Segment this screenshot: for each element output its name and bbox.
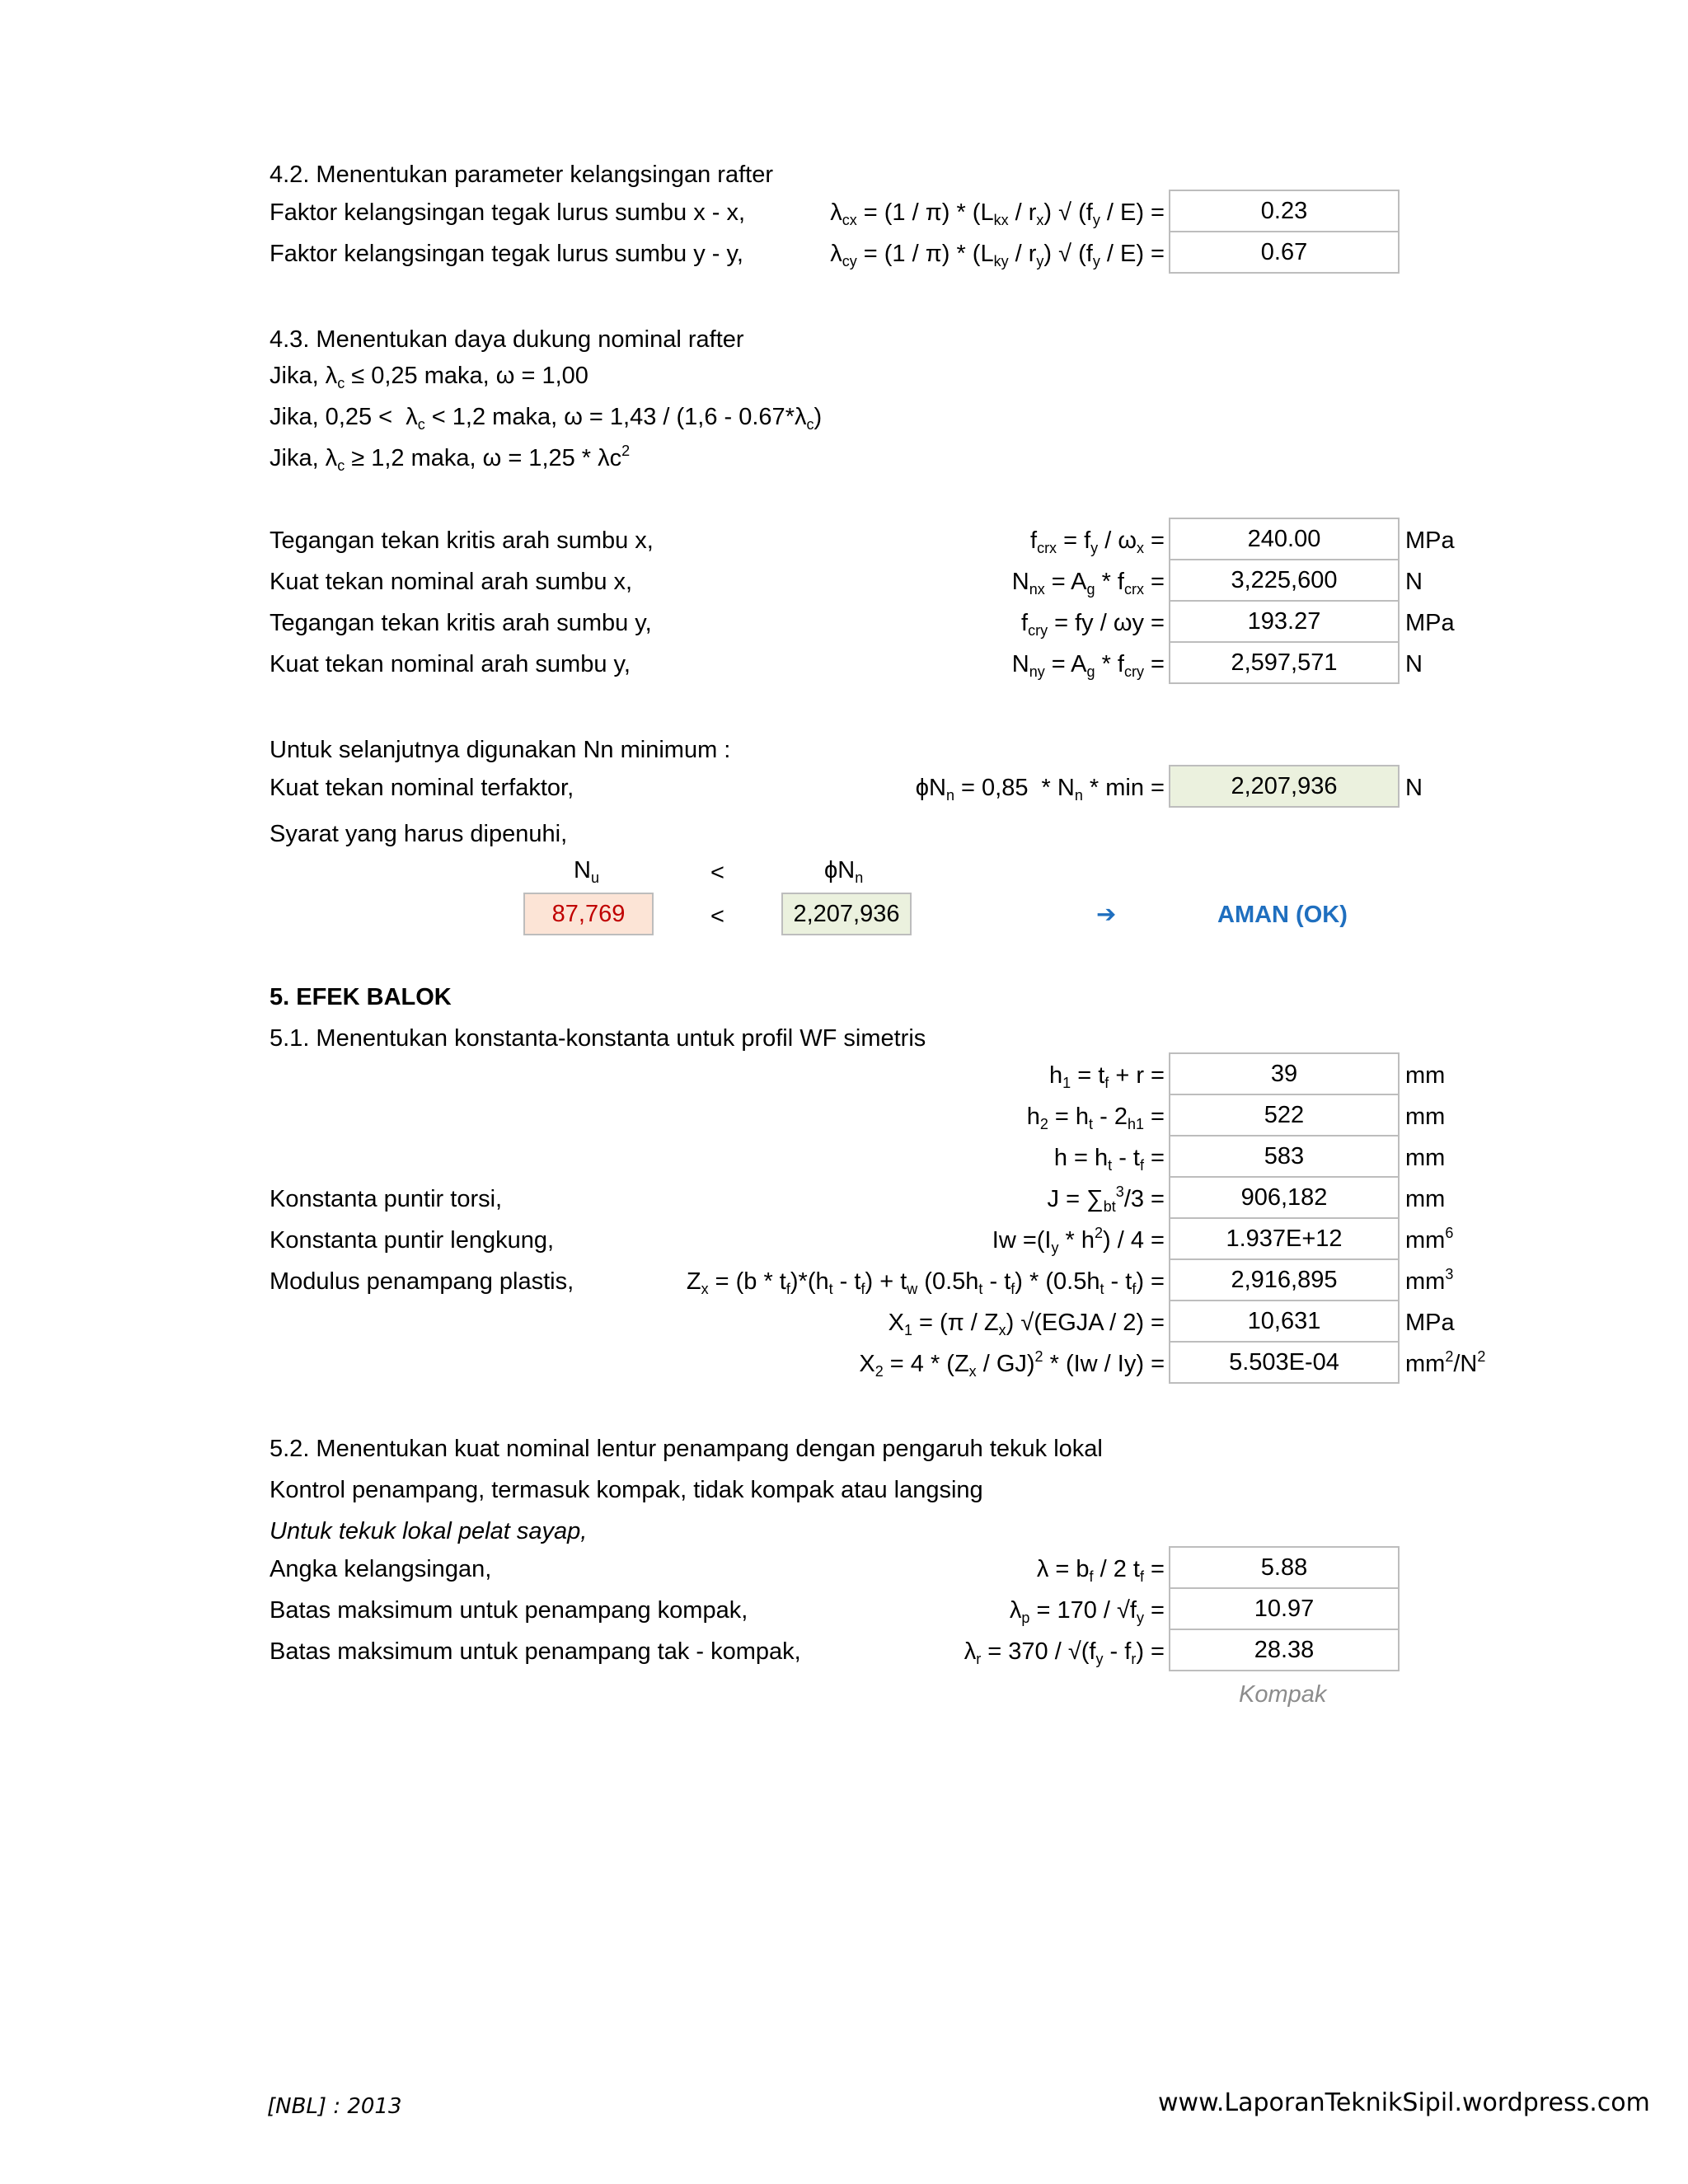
- arrow-right-icon: ➔: [1096, 902, 1117, 928]
- condition-2: Jika, $0,25 < \lambda_c < 1,2$ maka, $\omega = 1,43 / (1,6 - 0.67*\lambda_c)$: [270, 404, 823, 433]
- condition-1: Jika, $\lambda_c \le 0,25$ maka, ω = 1,00: [270, 363, 588, 391]
- terfaktor-formula: $\phi N_n = 0,85 * N_n * \min$ =: [915, 775, 1165, 804]
- nnx-formula: $N_{nx} = A_g * f_{crx}$ =: [1011, 569, 1165, 598]
- lambda-value: 5.88: [1169, 1546, 1400, 1589]
- x1-formula: $X_1 = (\pi / Z_x)$ √(EGJA / 2) =: [888, 1310, 1165, 1338]
- section-status: Kompak: [1239, 1681, 1327, 1708]
- x1-unit: MPa: [1405, 1310, 1455, 1336]
- nny-label: Kuat tekan nominal arah sumbu y,: [270, 651, 631, 677]
- h-unit: mm: [1405, 1145, 1446, 1171]
- h1-formula: $h_1 = t_f + r$ =: [1049, 1062, 1165, 1091]
- warping-label: Konstanta puntir lengkung,: [270, 1227, 555, 1254]
- lambda-formula: $\lambda = b_f / 2$ $t_f$ =: [1036, 1556, 1165, 1585]
- nnx-value: 3,225,600: [1169, 559, 1400, 602]
- section-4-2-title: 4.2. Menentukan parameter kelangsingan rafter: [270, 162, 773, 188]
- h1-unit: mm: [1405, 1062, 1446, 1089]
- nnx-unit: N: [1405, 569, 1423, 595]
- slenderness-y-value: 0.67: [1169, 231, 1400, 274]
- plastic-modulus-label: Modulus penampang plastis,: [270, 1268, 574, 1295]
- fcry-formula: $f_{cry}$ = fy / ωy =: [1021, 610, 1165, 639]
- min-note: Untuk selanjutnya digunakan Nn minimum :: [270, 737, 731, 763]
- phin-value: 2,207,936: [781, 893, 912, 935]
- x2-unit: $mm^2/N^2$: [1405, 1348, 1486, 1377]
- h1-value: 39: [1169, 1052, 1400, 1095]
- nny-formula: $N_{ny} = A_g * f_{cry}$ =: [1011, 651, 1165, 680]
- slenderness-y-formula: $\lambda_{cy} = (1 / \pi) * (L_{ky} / r_y)$ √ $(f_y / E)$ =: [830, 241, 1165, 269]
- torsion-label: Konstanta puntir torsi,: [270, 1186, 503, 1212]
- plastic-modulus-formula: $Z_x = (b * t_f)*(h_t - t_f) + t_w$ $(0.5h_t - t_f) * (0.5h_t - t_f)$ =: [686, 1268, 1165, 1297]
- terfaktor-label: Kuat tekan nominal terfaktor,: [270, 775, 574, 801]
- nu-value: 87,769: [523, 893, 654, 935]
- terfaktor-value: 2,207,936: [1169, 765, 1400, 808]
- section-5-2-line3: Untuk tekuk lokal pelat sayap,: [270, 1518, 588, 1544]
- fcrx-unit: MPa: [1405, 527, 1455, 554]
- syarat-label: Syarat yang harus dipenuhi,: [270, 821, 568, 847]
- phin-header: $\phi N_n$: [824, 857, 864, 886]
- lambda-p-value: 10.97: [1169, 1587, 1400, 1630]
- lt-header: <: [710, 860, 724, 886]
- slenderness-y-label: Faktor kelangsingan tegak lurus sumbu y - y,: [270, 241, 743, 267]
- section-4-3-title: 4.3. Menentukan daya dukung nominal rafter: [270, 326, 744, 353]
- fcrx-label: Tegangan tekan kritis arah sumbu x,: [270, 527, 654, 554]
- terfaktor-unit: N: [1405, 775, 1423, 801]
- lambda-r-label: Batas maksimum untuk penampang tak - kompak,: [270, 1638, 801, 1665]
- nu-header: $N_u$: [574, 857, 599, 886]
- fcrx-formula: $f_{crx} = f_y / \omega_x$ =: [1030, 527, 1165, 556]
- section-5-2-title: 5.2. Menentukan kuat nominal lentur penampang dengan pengaruh tekuk lokal: [270, 1436, 1103, 1462]
- nny-unit: N: [1405, 651, 1423, 677]
- torsion-value: 906,182: [1169, 1176, 1400, 1219]
- lambda-p-formula: $\lambda_p = 170 / √f_y$ =: [1009, 1597, 1165, 1626]
- nnx-label: Kuat tekan nominal arah sumbu x,: [270, 569, 633, 595]
- nny-value: 2,597,571: [1169, 641, 1400, 684]
- section-5-title: 5. EFEK BALOK: [270, 984, 452, 1010]
- h2-unit: mm: [1405, 1104, 1446, 1130]
- warping-formula: $Iw =(I_y * h^2) / 4$ =: [992, 1225, 1165, 1256]
- torsion-formula: $J = \sum_{bt}^3/3$ =: [1047, 1183, 1165, 1215]
- footer-website-link[interactable]: www.LaporanTeknikSipil.wordpress.com: [1158, 2088, 1650, 2117]
- h-formula: $h = h_t - t_f$ =: [1053, 1145, 1165, 1174]
- lambda-r-formula: $\lambda_r = 370 / √(f_y - f_r)$ =: [964, 1638, 1165, 1667]
- fcrx-value: 240.00: [1169, 518, 1400, 560]
- condition-3: Jika, $\lambda_c \ge 1,2$ maka, $\omega = 1,25 * \lambda c^2$: [270, 443, 631, 474]
- torsion-unit: mm: [1405, 1186, 1446, 1212]
- slenderness-x-formula: $\lambda_{cx} = (1 / \pi) * (L_{kx} / r_x)$ √ $(f_y / E)$ =: [830, 199, 1165, 228]
- lambda-p-label: Batas maksimum untuk penampang kompak,: [270, 1597, 748, 1624]
- slenderness-x-value: 0.23: [1169, 190, 1400, 232]
- x2-formula: $X_2 = 4 * (Z_x / GJ)^2 * (Iw / Iy)$ =: [859, 1348, 1165, 1380]
- check-result: AMAN (OK): [1217, 902, 1348, 928]
- h2-formula: $h_2 = h_t - 2_{h1}$ =: [1026, 1104, 1165, 1132]
- plastic-modulus-unit: $mm^3$: [1405, 1266, 1454, 1295]
- fcry-unit: MPa: [1405, 610, 1455, 636]
- warping-value: 1.937E+12: [1169, 1217, 1400, 1260]
- footer-left: [NBL] : 2013: [267, 2094, 402, 2119]
- h-value: 583: [1169, 1135, 1400, 1178]
- lambda-r-value: 28.38: [1169, 1629, 1400, 1671]
- fcry-value: 193.27: [1169, 600, 1400, 643]
- h2-value: 522: [1169, 1094, 1400, 1137]
- lt-sign: <: [710, 903, 724, 930]
- fcry-label: Tegangan tekan kritis arah sumbu y,: [270, 610, 652, 636]
- lambda-label: Angka kelangsingan,: [270, 1556, 492, 1582]
- section-5-2-line2: Kontrol penampang, termasuk kompak, tidak kompak atau langsing: [270, 1477, 983, 1503]
- x1-value: 10,631: [1169, 1300, 1400, 1343]
- warping-unit: $mm^6$: [1405, 1225, 1454, 1254]
- slenderness-x-label: Faktor kelangsingan tegak lurus sumbu x - x,: [270, 199, 746, 226]
- plastic-modulus-value: 2,916,895: [1169, 1258, 1400, 1301]
- section-5-1-title: 5.1. Menentukan konstanta-konstanta untuk profil WF simetris: [270, 1025, 926, 1052]
- x2-value: 5.503E-04: [1169, 1341, 1400, 1384]
